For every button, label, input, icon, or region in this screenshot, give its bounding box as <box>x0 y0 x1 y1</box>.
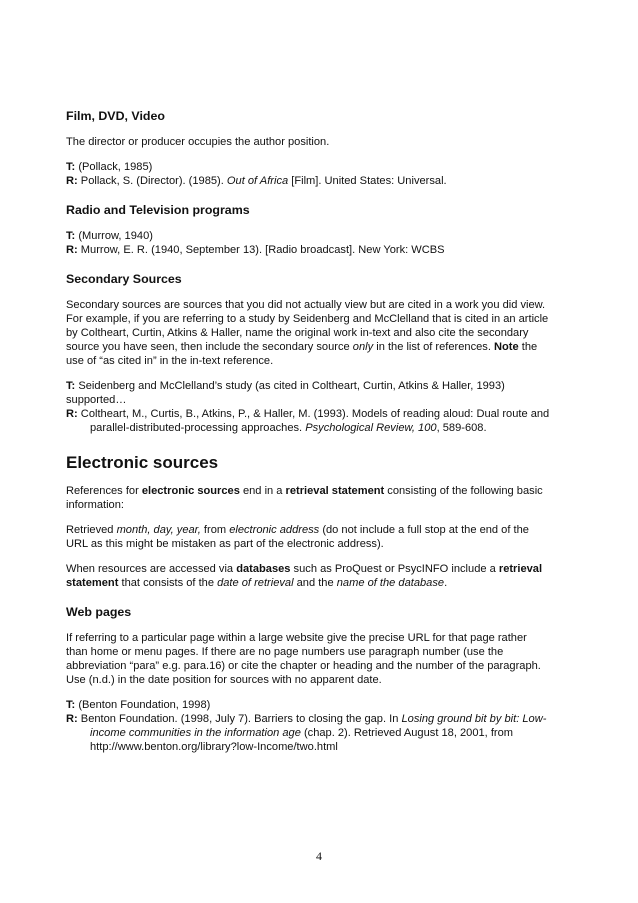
radio-text-citation: T: (Murrow, 1940) <box>66 230 153 242</box>
web-paragraph: If referring to a particular page within a large website give the precise URL for that page rather than home or menu pages. If there are no page numbers use paragraph number (use the abbreviation “para” e.g. para.16) or cite the chapter or heading and the number of the paragraph. Use (n.d.) in the date position for sources with no apparent date. <box>66 632 541 686</box>
heading-radio: Radio and Television programs <box>66 203 250 217</box>
film-reference: R: Pollack, S. (Director). (1985). Out of Africa [Film]. United States: Universal. <box>66 175 447 187</box>
page-content <box>66 108 550 754</box>
film-intro: The director or producer occupies the author position. <box>66 136 330 148</box>
heading-electronic: Electronic sources <box>66 453 219 472</box>
electronic-paragraph-3: When resources are accessed via databases such as ProQuest or PsycINFO include a retrieval statement that consists of the date of retrieval and the name of the database. <box>66 563 543 589</box>
heading-secondary: Secondary Sources <box>66 272 182 286</box>
secondary-text-citation: T: Seidenberg and McClelland’s study (as cited in Coltheart, Curtin, Atkins & Haller, 1993) supported… <box>66 380 505 406</box>
web-reference: R: Benton Foundation. (1998, July 7). Barriers to closing the gap. In Losing ground bit by bit: Low-income communities in the information age (chap. 2). Retrieved August 18, 2001, from http://www.benton.org/library?low-Income/two.html <box>66 713 547 753</box>
film-text-citation: T: (Pollack, 1985) <box>66 161 153 173</box>
secondary-paragraph: Secondary sources are sources that you did not actually view but are cited in a work you did view. For example, if you are referring to a study by Seidenberg and McClelland that is cited in an article by Coltheart, Curtin, Atkins & Haller, name the original work in-text and also cite the secondary source you have seen, then include the secondary source only in the list of references. Note the use of “as cited in” in the in-text reference. <box>66 299 549 367</box>
page-number: 4 <box>316 849 322 863</box>
web-text-citation: T: (Benton Foundation, 1998) <box>66 699 211 711</box>
heading-film: Film, DVD, Video <box>66 109 165 123</box>
radio-reference: R: Murrow, E. R. (1940, September 13). [Radio broadcast]. New York: WCBS <box>66 244 445 256</box>
heading-web: Web pages <box>66 605 132 619</box>
electronic-paragraph-1: References for electronic sources end in a retrieval statement consisting of the following basic information: <box>66 485 543 511</box>
electronic-paragraph-2: Retrieved month, day, year, from electronic address (do not include a full stop at the end of the URL as this might be mistaken as part of the electronic address). <box>66 524 529 550</box>
secondary-reference: R: Coltheart, M., Curtis, B., Atkins, P., & Haller, M. (1993). Models of reading aloud: Dual route and parallel-distributed-processing approaches. Psychological Review, 100, 589-608. <box>66 408 550 434</box>
